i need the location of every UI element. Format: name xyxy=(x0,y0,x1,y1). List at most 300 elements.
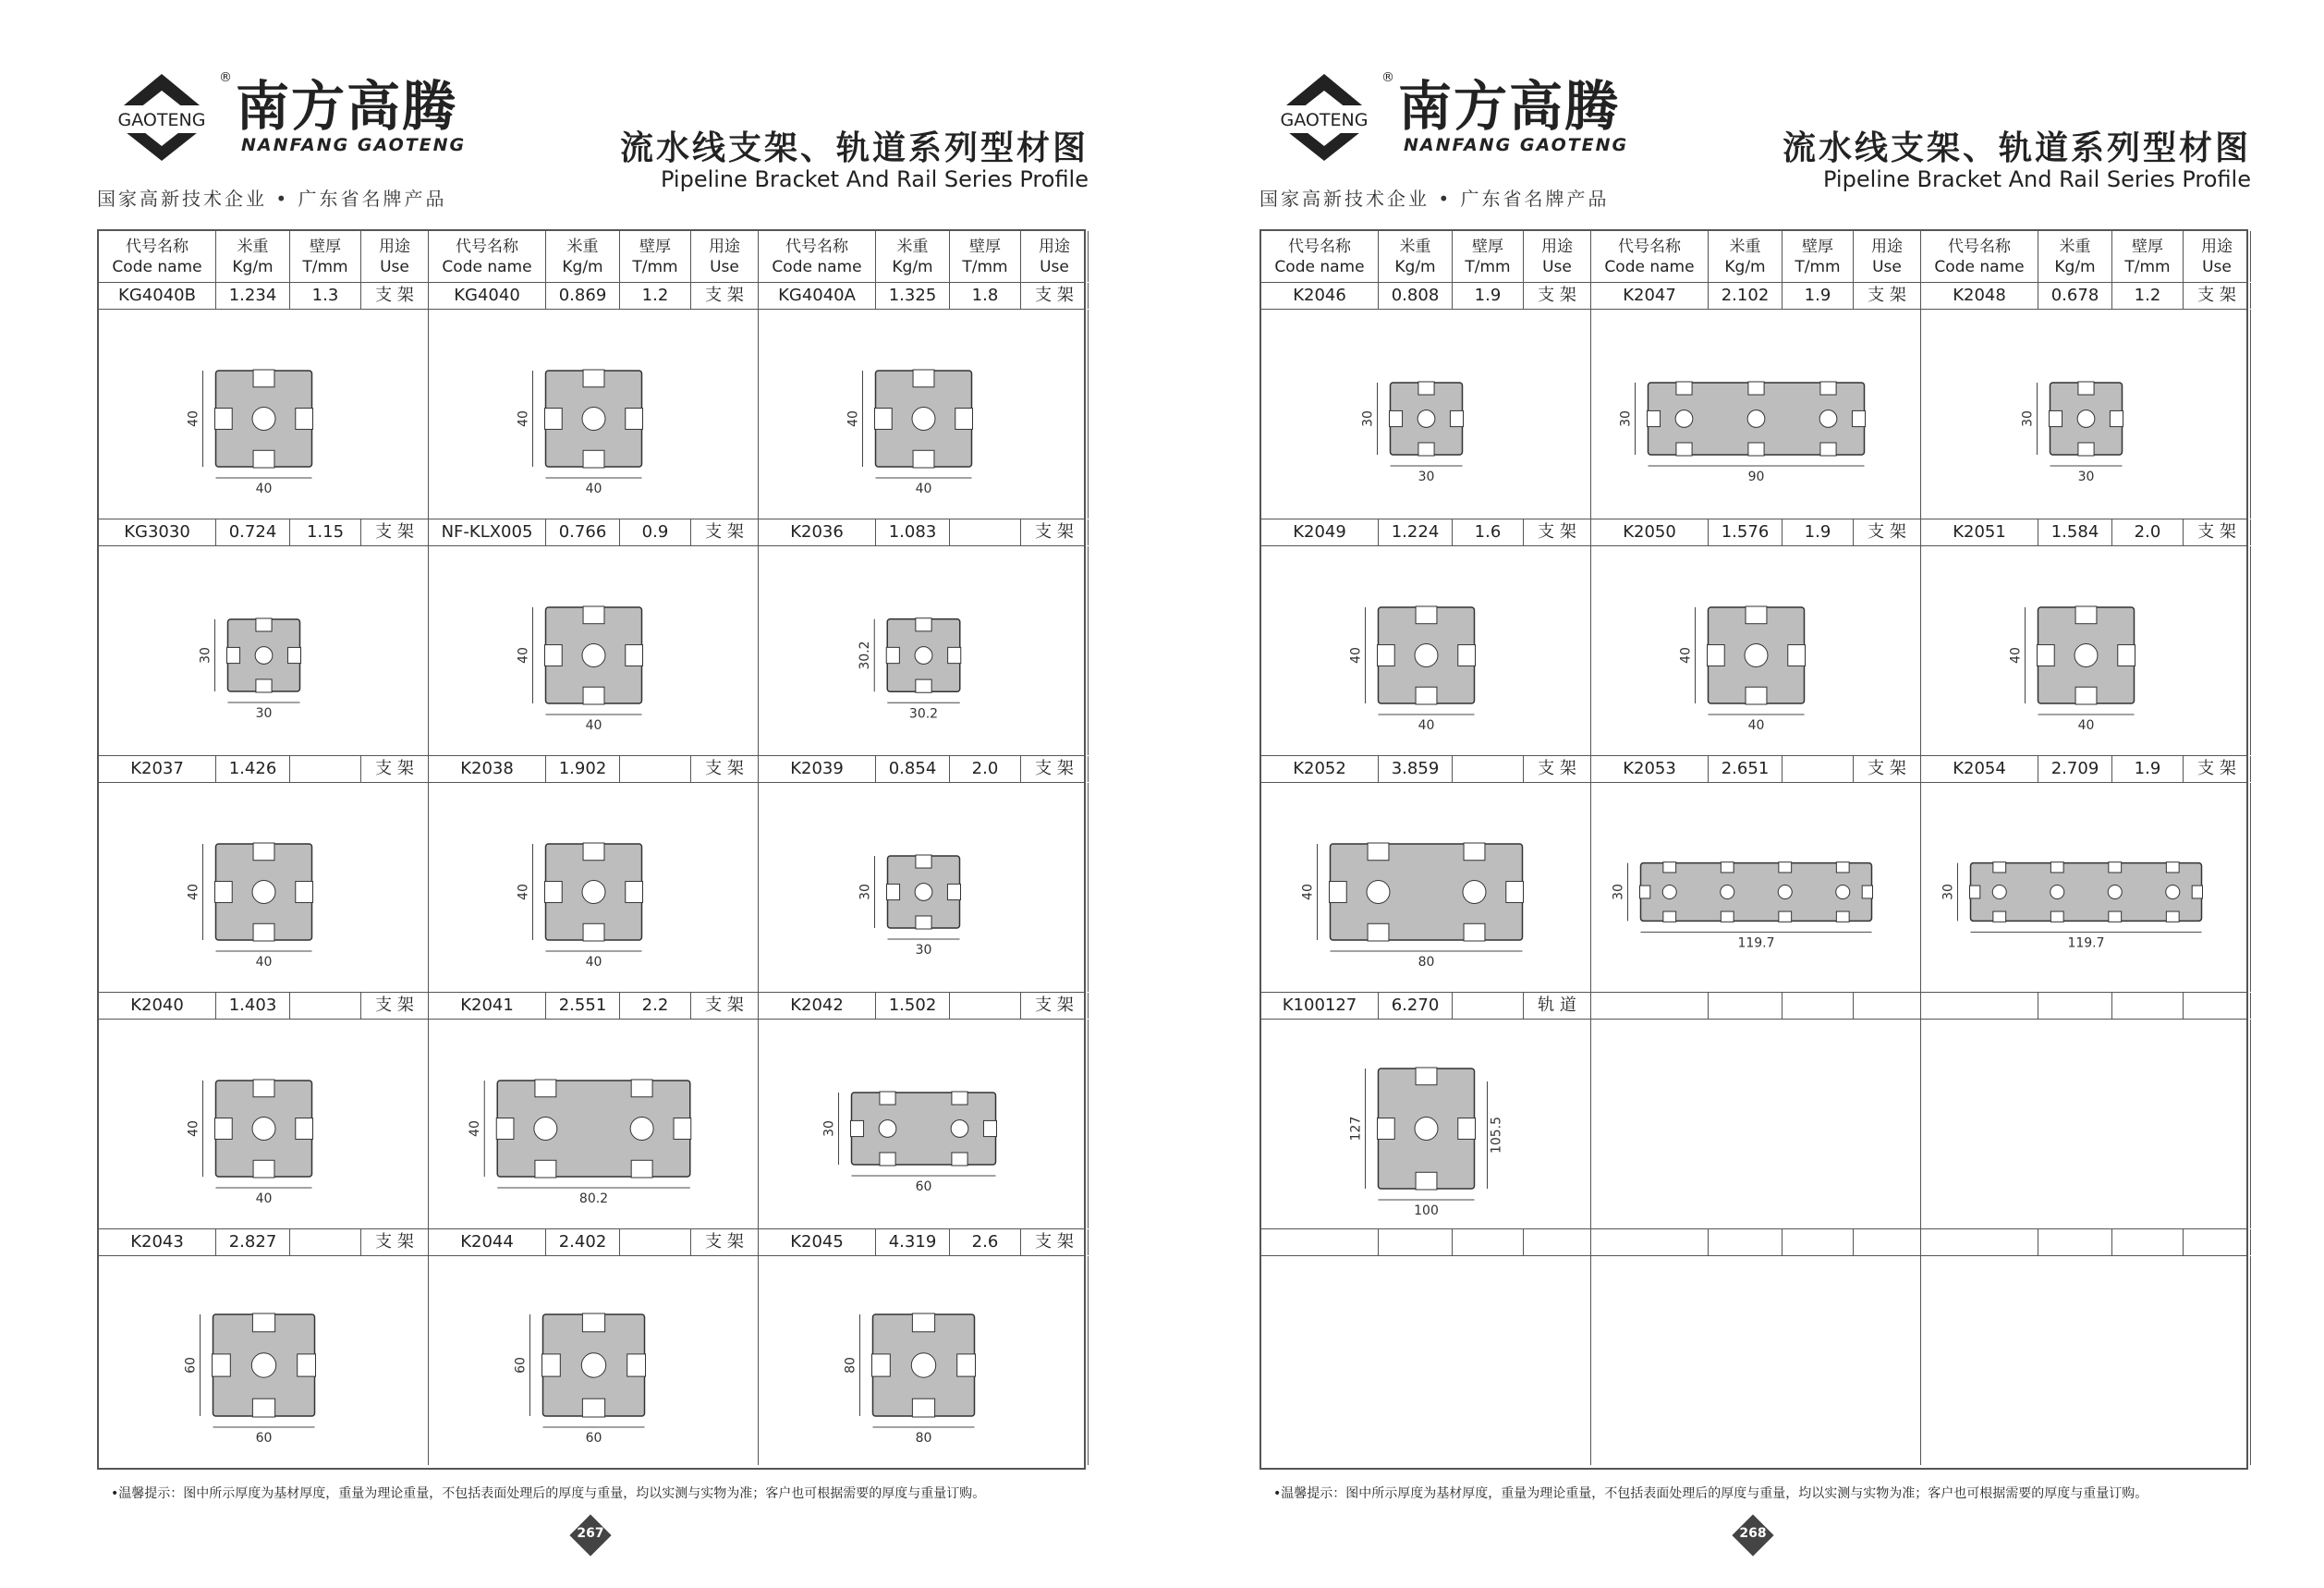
thickness-value xyxy=(1783,993,1854,1019)
header-cn: 壁厚 xyxy=(310,238,341,256)
code-name: KG4040B xyxy=(99,283,216,309)
header-cn: 代号名称 xyxy=(1618,238,1681,256)
header-en: T/mm xyxy=(1795,258,1841,276)
table-row xyxy=(99,755,1084,783)
code-name: K2052 xyxy=(1261,756,1379,782)
page-number-badge: 268 xyxy=(1733,1515,1773,1556)
header-cn: 壁厚 xyxy=(639,238,671,256)
header-cell xyxy=(1783,231,1854,282)
weight-value: 3.859 xyxy=(1379,756,1453,782)
brand-logo xyxy=(1259,65,1648,166)
height-dimension-label: 40 xyxy=(468,1120,483,1137)
drawing-row xyxy=(99,783,1084,992)
use-value: 支 架 xyxy=(361,993,429,1019)
height-dimension-label: 60 xyxy=(513,1357,529,1374)
brand-name-en: NANFANG GAOTENG xyxy=(1404,135,1629,155)
profile-drawing xyxy=(1591,1256,1921,1465)
header-cell xyxy=(1854,231,1921,282)
profile-cell xyxy=(1591,310,1921,519)
profile-table-left xyxy=(97,229,1086,1470)
header-en: Kg/m xyxy=(892,258,933,276)
code-name: K2043 xyxy=(99,1229,216,1255)
brand-logo xyxy=(97,65,485,166)
height-dimension-label: 80 xyxy=(843,1357,858,1374)
width-dimension-label: 30 xyxy=(1418,470,1435,484)
header-en: T/mm xyxy=(302,258,348,276)
width-dimension-label: 40 xyxy=(255,482,273,496)
height-dimension-label: 30 xyxy=(1941,884,1956,900)
height-dimension-label: 40 xyxy=(1300,884,1316,900)
header-cell xyxy=(2112,231,2184,282)
code-name: NF-KLX005 xyxy=(429,519,546,545)
drawing-row xyxy=(99,1256,1084,1465)
header-cn: 代号名称 xyxy=(785,238,848,256)
use-value: 支 架 xyxy=(1021,519,1089,545)
code-name: KG4040A xyxy=(759,283,876,309)
header-cn: 用途 xyxy=(709,238,740,256)
thickness-value: 1.2 xyxy=(620,283,691,309)
thickness-value xyxy=(620,1229,691,1255)
width-dimension-label: 40 xyxy=(1747,718,1765,733)
weight-value: 1.234 xyxy=(216,283,290,309)
profile-cell xyxy=(99,1256,429,1465)
weight-value: 2.651 xyxy=(1709,756,1783,782)
code-name xyxy=(1921,993,2038,1019)
height-dimension-label: 30 xyxy=(2020,410,2036,427)
width-dimension-label: 40 xyxy=(2077,718,2095,733)
profile-drawing xyxy=(429,1256,759,1465)
weight-value: 1.403 xyxy=(216,993,290,1019)
code-name: K100127 xyxy=(1261,993,1379,1019)
header-cell xyxy=(429,231,546,282)
weight-value: 0.678 xyxy=(2038,283,2112,309)
profile-cell xyxy=(429,783,759,992)
width-dimension-label: 119.7 xyxy=(1737,935,1775,951)
use-value xyxy=(1524,1229,1591,1255)
table-row xyxy=(1261,282,2246,310)
width-dimension-label: 40 xyxy=(255,1191,273,1206)
page-number-badge: 267 xyxy=(570,1515,611,1556)
code-name: K2049 xyxy=(1261,519,1379,545)
use-value: 支 架 xyxy=(691,993,759,1019)
profile-drawing xyxy=(759,546,1089,755)
code-name: K2051 xyxy=(1921,519,2038,545)
header-cn: 代号名称 xyxy=(126,238,189,256)
weight-value: 6.270 xyxy=(1379,993,1453,1019)
width-dimension-label: 40 xyxy=(915,482,932,496)
gaoteng-logo-icon xyxy=(97,65,236,166)
use-value: 支 架 xyxy=(1854,283,1921,309)
table-header xyxy=(99,231,1084,283)
profile-cell xyxy=(759,783,1089,992)
height-dimension-label: 40 xyxy=(1678,647,1694,664)
thickness-value: 2.0 xyxy=(950,756,1021,782)
title-cn: 流水线支架、轨道系列型材图 xyxy=(1782,129,2251,167)
use-value: 支 架 xyxy=(361,519,429,545)
width-dimension-label: 60 xyxy=(585,1431,602,1446)
thickness-value: 1.9 xyxy=(1453,283,1524,309)
thickness-value: 1.9 xyxy=(1783,519,1854,545)
code-name: KG4040 xyxy=(429,283,546,309)
width-dimension-label: 40 xyxy=(585,955,602,970)
header-cn: 用途 xyxy=(1871,238,1903,256)
profile-drawing xyxy=(1921,783,2251,992)
profile-drawing xyxy=(1261,1256,1591,1465)
weight-value xyxy=(2038,993,2112,1019)
profile-drawing xyxy=(99,783,429,992)
header-en: Code name xyxy=(112,258,202,276)
profile-drawing xyxy=(99,310,429,519)
height-dimension-label: 30 xyxy=(821,1120,837,1137)
use-value: 支 架 xyxy=(1524,283,1591,309)
width-dimension-label: 60 xyxy=(255,1431,273,1446)
code-name: K2054 xyxy=(1921,756,2038,782)
profile-cell xyxy=(759,1020,1089,1228)
table-row xyxy=(99,519,1084,546)
weight-value: 0.869 xyxy=(546,283,620,309)
thickness-value: 0.9 xyxy=(620,519,691,545)
profile-drawing xyxy=(1921,1020,2251,1228)
right-page xyxy=(1162,0,2324,1588)
header-cn: 用途 xyxy=(1039,238,1070,256)
thickness-value xyxy=(950,993,1021,1019)
width-dimension-label: 40 xyxy=(585,482,602,496)
header-cn: 代号名称 xyxy=(1948,238,2011,256)
header-cn: 米重 xyxy=(2059,238,2091,256)
use-value: 支 架 xyxy=(1854,519,1921,545)
header-cell xyxy=(1591,231,1709,282)
weight-value: 2.551 xyxy=(546,993,620,1019)
drawing-row xyxy=(1261,783,2246,992)
profile-cell xyxy=(1921,1020,2251,1228)
header-cell xyxy=(1453,231,1524,282)
header-en: Use xyxy=(2202,258,2232,276)
profile-cell xyxy=(1591,783,1921,992)
use-value: 支 架 xyxy=(1021,756,1089,782)
weight-value: 0.766 xyxy=(546,519,620,545)
profile-cell xyxy=(1261,783,1591,992)
code-name: K2047 xyxy=(1591,283,1709,309)
profile-drawing xyxy=(99,1020,429,1228)
code-name: K2046 xyxy=(1261,283,1379,309)
brand-name-en: NANFANG GAOTENG xyxy=(241,135,467,155)
profile-drawing xyxy=(1261,546,1591,755)
profile-drawing xyxy=(1591,546,1921,755)
profile-cell xyxy=(1591,1256,1921,1465)
code-name xyxy=(1261,1229,1379,1255)
header-en: Code name xyxy=(442,258,532,276)
weight-value xyxy=(1379,1229,1453,1255)
profile-cell xyxy=(1261,310,1591,519)
height-dimension-label: 40 xyxy=(516,410,531,427)
code-name xyxy=(1591,993,1709,1019)
header-cell xyxy=(620,231,691,282)
use-value: 支 架 xyxy=(1021,993,1089,1019)
thickness-value: 2.2 xyxy=(620,993,691,1019)
code-name: K2036 xyxy=(759,519,876,545)
thickness-value: 2.0 xyxy=(2112,519,2184,545)
header-cell xyxy=(2038,231,2112,282)
profile-drawing xyxy=(429,1020,759,1228)
header-cn: 米重 xyxy=(566,238,599,256)
brand-name-cn: 南方高腾 xyxy=(236,75,458,138)
header-cell xyxy=(1709,231,1783,282)
profile-outline xyxy=(1331,844,1523,940)
height-dimension-label: 30 xyxy=(858,884,873,900)
header-en: T/mm xyxy=(962,258,1008,276)
weight-value: 1.576 xyxy=(1709,519,1783,545)
use-value: 支 架 xyxy=(1524,519,1591,545)
header-en: Use xyxy=(710,258,739,276)
header-en: T/mm xyxy=(1465,258,1511,276)
use-value: 支 架 xyxy=(2184,519,2251,545)
thickness-value xyxy=(950,519,1021,545)
profile-drawing xyxy=(759,1256,1089,1465)
header-cell xyxy=(876,231,950,282)
thickness-value: 1.9 xyxy=(1783,283,1854,309)
profile-cell xyxy=(429,546,759,755)
header-en: Kg/m xyxy=(232,258,274,276)
header-cn: 壁厚 xyxy=(2132,238,2163,256)
weight-value xyxy=(2038,1229,2112,1255)
weight-value: 2.709 xyxy=(2038,756,2112,782)
height-dimension-label: 40 xyxy=(846,410,861,427)
header-cell xyxy=(1921,231,2038,282)
drawing-row xyxy=(1261,1256,2246,1465)
svg-text:GAOTENG: GAOTENG xyxy=(117,110,206,130)
brand-name-cn: 南方高腾 xyxy=(1398,75,1621,138)
profile-drawing xyxy=(99,1256,429,1465)
code-name xyxy=(1591,1229,1709,1255)
thickness-value xyxy=(1783,1229,1854,1255)
header-cell xyxy=(759,231,876,282)
drawing-row xyxy=(99,1020,1084,1228)
header-en: Kg/m xyxy=(562,258,603,276)
table-row xyxy=(99,992,1084,1020)
width-dimension-label: 30.2 xyxy=(908,706,939,722)
thickness-value: 2.6 xyxy=(950,1229,1021,1255)
header-cn: 代号名称 xyxy=(456,238,518,256)
profile-drawing xyxy=(1261,783,1591,992)
thickness-value: 1.15 xyxy=(290,519,361,545)
profile-cell xyxy=(1261,546,1591,755)
title-cn: 流水线支架、轨道系列型材图 xyxy=(619,129,1089,167)
drawing-row xyxy=(1261,546,2246,755)
height-dimension-label: 127 xyxy=(1348,1116,1364,1142)
weight-value: 4.319 xyxy=(876,1229,950,1255)
svg-text:®: ® xyxy=(219,70,232,85)
thickness-value xyxy=(290,1229,361,1255)
profile-cell xyxy=(759,310,1089,519)
header-cell xyxy=(546,231,620,282)
profile-outline xyxy=(852,1093,996,1165)
table-row xyxy=(1261,992,2246,1020)
profile-cell xyxy=(759,1256,1089,1465)
profile-drawing xyxy=(1591,783,1921,992)
profile-cell xyxy=(99,310,429,519)
weight-value: 0.724 xyxy=(216,519,290,545)
profile-drawing xyxy=(1591,1020,1921,1228)
width-dimension-label: 30 xyxy=(915,943,932,958)
use-value xyxy=(2184,1229,2251,1255)
title-en: Pipeline Bracket And Rail Series Profile xyxy=(1822,166,2251,192)
footnote: •温馨提示：图中所示厚度为基材厚度，重量为理论重量，不包括表面处理后的厚度与重量，均以实测与实物为准；客户也可根据需要的厚度与重量订购。 xyxy=(111,1486,986,1501)
profile-drawing xyxy=(759,310,1089,519)
profile-drawing xyxy=(429,310,759,519)
code-name: K2038 xyxy=(429,756,546,782)
use-value: 支 架 xyxy=(2184,756,2251,782)
side-dimension-label: 105.5 xyxy=(1489,1116,1504,1154)
header-cell xyxy=(99,231,216,282)
height-dimension-label: 40 xyxy=(516,884,531,900)
header-en: Kg/m xyxy=(2054,258,2096,276)
use-value: 支 架 xyxy=(2184,283,2251,309)
profile-drawing xyxy=(99,546,429,755)
code-name: K2037 xyxy=(99,756,216,782)
profile-drawing xyxy=(1261,310,1591,519)
header-cn: 米重 xyxy=(237,238,269,256)
height-dimension-label: 60 xyxy=(183,1357,199,1374)
height-dimension-label: 40 xyxy=(186,410,201,427)
thickness-value xyxy=(620,756,691,782)
header-cn: 米重 xyxy=(896,238,929,256)
profile-drawing xyxy=(759,1020,1089,1228)
code-name: K2045 xyxy=(759,1229,876,1255)
width-dimension-label: 40 xyxy=(585,718,602,733)
tagline: 国家高新技术企业 • 广东省名牌产品 xyxy=(97,188,447,210)
header-en: Code name xyxy=(1604,258,1695,276)
code-name: K2044 xyxy=(429,1229,546,1255)
header-en: T/mm xyxy=(632,258,678,276)
thickness-value xyxy=(290,756,361,782)
weight-value: 2.102 xyxy=(1709,283,1783,309)
width-dimension-label: 30 xyxy=(2077,470,2095,484)
header-cell xyxy=(950,231,1021,282)
height-dimension-label: 30 xyxy=(1618,410,1634,427)
thickness-value xyxy=(1453,756,1524,782)
height-dimension-label: 40 xyxy=(516,647,531,664)
code-name: K2053 xyxy=(1591,756,1709,782)
code-name: K2048 xyxy=(1921,283,2038,309)
table-row xyxy=(1261,1228,2246,1256)
width-dimension-label: 80 xyxy=(915,1431,932,1446)
weight-value: 1.584 xyxy=(2038,519,2112,545)
use-value: 支 架 xyxy=(691,1229,759,1255)
weight-value xyxy=(1709,993,1783,1019)
header-cn: 用途 xyxy=(379,238,410,256)
svg-text:GAOTENG: GAOTENG xyxy=(1280,110,1369,130)
table-row xyxy=(99,1228,1084,1256)
drawing-row xyxy=(1261,310,2246,519)
profile-cell xyxy=(99,1020,429,1228)
header-cell xyxy=(361,231,429,282)
header-cell xyxy=(691,231,759,282)
code-name xyxy=(1921,1229,2038,1255)
width-dimension-label: 119.7 xyxy=(2067,935,2105,951)
use-value: 支 架 xyxy=(1021,1229,1089,1255)
weight-value: 0.854 xyxy=(876,756,950,782)
height-dimension-label: 40 xyxy=(1348,647,1364,664)
weight-value: 1.083 xyxy=(876,519,950,545)
profile-cell xyxy=(1921,546,2251,755)
header-en: T/mm xyxy=(2124,258,2171,276)
thickness-value xyxy=(1453,1229,1524,1255)
profile-outline xyxy=(497,1081,690,1177)
use-value xyxy=(1854,993,1921,1019)
profile-cell xyxy=(1921,1256,2251,1465)
width-dimension-label: 40 xyxy=(255,955,273,970)
header-cn: 用途 xyxy=(2201,238,2233,256)
header-en: Use xyxy=(1542,258,1572,276)
header-en: Code name xyxy=(1274,258,1365,276)
height-dimension-label: 30 xyxy=(198,647,213,664)
header-en: Code name xyxy=(1934,258,2025,276)
width-dimension-label: 80.2 xyxy=(578,1191,609,1206)
profile-cell xyxy=(1261,1256,1591,1465)
header-cell xyxy=(1379,231,1453,282)
use-value: 支 架 xyxy=(361,756,429,782)
header-cn: 米重 xyxy=(1729,238,1761,256)
table-row xyxy=(1261,755,2246,783)
weight-value: 1.902 xyxy=(546,756,620,782)
profile-cell xyxy=(759,546,1089,755)
use-value: 支 架 xyxy=(691,519,759,545)
header-cn: 米重 xyxy=(1399,238,1431,256)
profile-cell xyxy=(1921,783,2251,992)
width-dimension-label: 80 xyxy=(1418,955,1435,970)
title-en: Pipeline Bracket And Rail Series Profile xyxy=(660,166,1089,192)
width-dimension-label: 100 xyxy=(1414,1203,1439,1218)
thickness-value: 1.9 xyxy=(2112,756,2184,782)
use-value xyxy=(2184,993,2251,1019)
width-dimension-label: 30 xyxy=(255,706,273,721)
height-dimension-label: 30 xyxy=(1360,410,1376,427)
use-value: 支 架 xyxy=(691,756,759,782)
profile-drawing xyxy=(429,783,759,992)
header-cn: 壁厚 xyxy=(1802,238,1833,256)
thickness-value xyxy=(2112,993,2184,1019)
thickness-value: 1.2 xyxy=(2112,283,2184,309)
gaoteng-logo-icon xyxy=(1259,65,1398,166)
code-name: KG3030 xyxy=(99,519,216,545)
profile-drawing xyxy=(1261,1020,1591,1228)
header-cell xyxy=(216,231,290,282)
header-cell xyxy=(1524,231,1591,282)
weight-value: 1.502 xyxy=(876,993,950,1019)
profile-cell xyxy=(1261,1020,1591,1228)
weight-value: 0.808 xyxy=(1379,283,1453,309)
profile-cell xyxy=(429,1256,759,1465)
use-value: 支 架 xyxy=(361,1229,429,1255)
thickness-value: 1.6 xyxy=(1453,519,1524,545)
weight-value: 1.224 xyxy=(1379,519,1453,545)
profile-table-right xyxy=(1259,229,2248,1470)
use-value: 支 架 xyxy=(691,283,759,309)
profile-cell xyxy=(1591,546,1921,755)
header-cell xyxy=(2184,231,2251,282)
svg-text:®: ® xyxy=(1381,70,1394,85)
height-dimension-label: 30.2 xyxy=(858,641,873,670)
header-cn: 壁厚 xyxy=(969,238,1001,256)
header-cn: 壁厚 xyxy=(1472,238,1503,256)
use-value: 轨 道 xyxy=(1524,993,1591,1019)
use-value: 支 架 xyxy=(1854,756,1921,782)
thickness-value xyxy=(1783,756,1854,782)
header-cell xyxy=(1021,231,1089,282)
profile-cell xyxy=(429,310,759,519)
profile-cell xyxy=(99,546,429,755)
header-en: Use xyxy=(1872,258,1902,276)
